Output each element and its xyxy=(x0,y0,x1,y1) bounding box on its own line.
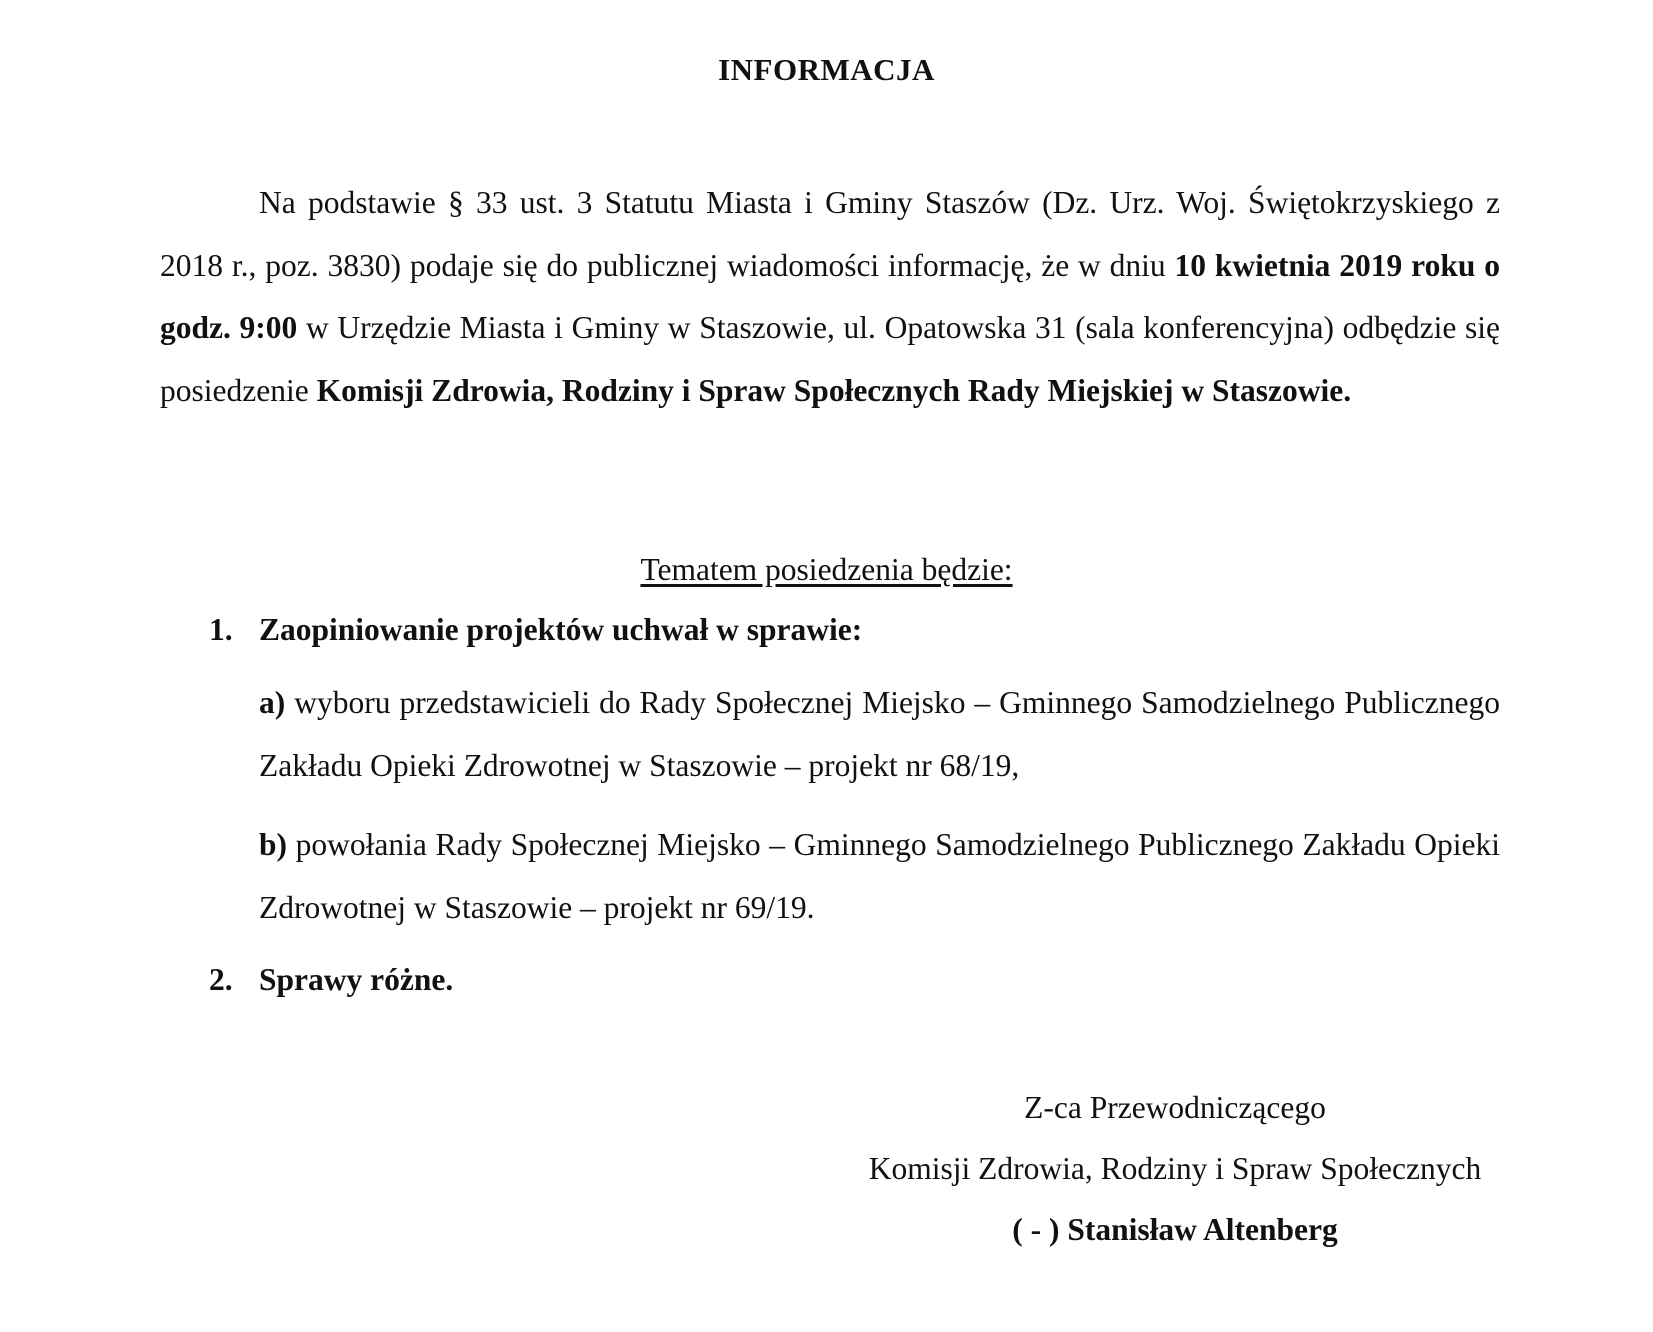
item-number-1: 1. xyxy=(209,612,233,647)
paragraph-text-1: Na podstawie § 33 ust. 3 Statutu Miasta i Gminy Staszów (Dz. Urz. Woj. Świętokrzyskiego z 2018 r., poz. 3830) podaje się do publicznej wiadomości informację, że w dniu xyxy=(160,185,1500,283)
item-text-2: Sprawy różne. xyxy=(259,962,454,997)
meeting-date: 10 kwietnia 2019 roku o godz. 9:00 xyxy=(160,247,1500,345)
signature-committee: Komisji Zdrowia, Rodziny i Spraw Społecznych xyxy=(868,1151,1482,1186)
signature-role: Z-ca Przewodniczącego xyxy=(1024,1090,1326,1125)
announcement-paragraph xyxy=(160,172,1500,422)
item-text-1: Zaopiniowanie projektów uchwał w sprawie: xyxy=(259,612,863,647)
topic-heading: Tematem posiedzenia będzie: xyxy=(640,552,1013,587)
signature-name: ( - ) Stanisław Altenberg xyxy=(1012,1212,1338,1247)
committee-name: Komisji Zdrowia, Rodziny i Spraw Społecznych Rady Miejskiej w Staszowie. xyxy=(316,372,1352,408)
subitem-text-b: powołania Rady Społecznej Miejsko – Gminnego Samodzielnego Publicznego Zakładu Opieki Zdrowotnej w Staszowie – projekt nr 69/19. xyxy=(259,827,1500,925)
document-title: INFORMACJA xyxy=(718,52,935,87)
subitem-b xyxy=(259,814,1500,939)
subitem-text-a: wyboru przedstawicieli do Rady Społecznej Miejsko – Gminnego Samodzielnego Publicznego Zakładu Opieki Zdrowotnej w Staszowie – projekt nr 68/19, xyxy=(259,685,1500,783)
subitem-letter-b: b) xyxy=(259,827,288,862)
subitem-a xyxy=(259,672,1500,797)
subitem-letter-a: a) xyxy=(259,685,286,720)
paragraph-text-2: w Urzędzie Miasta i Gminy w Staszowie, ul. Opatowska 31 (sala konferencyjna) odbędzie się posiedzenie xyxy=(160,310,1501,408)
item-number-2: 2. xyxy=(209,962,233,997)
